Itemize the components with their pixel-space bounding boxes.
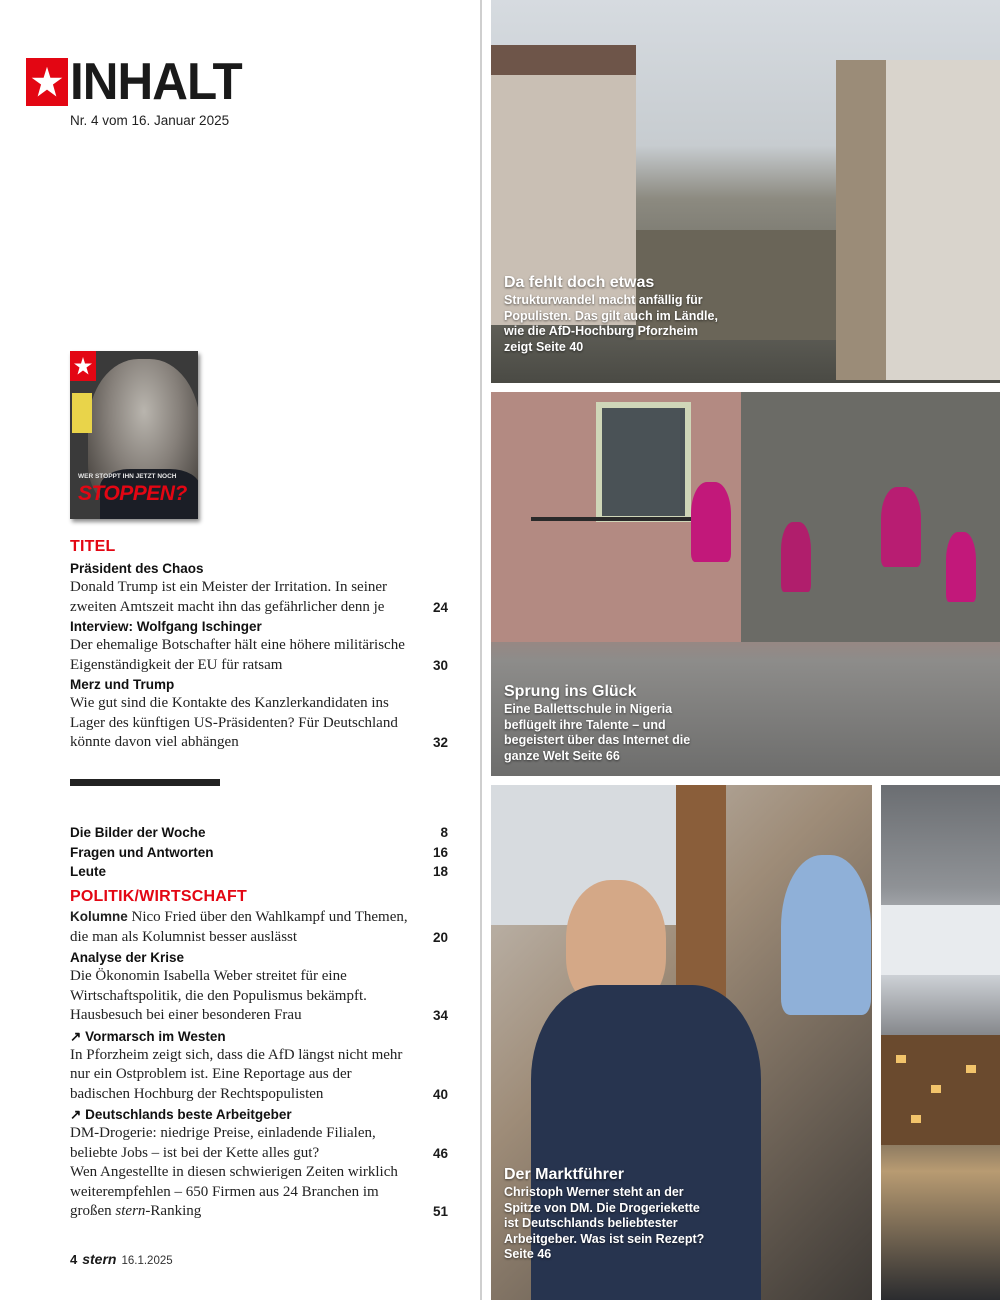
page-number: 34	[432, 1008, 448, 1023]
roof-left	[491, 45, 636, 75]
footer-date: 16.1.2025	[121, 1255, 173, 1267]
entry-title: Analyse der Krise	[70, 950, 185, 965]
arrow-icon: ↗	[70, 1028, 82, 1044]
caption-title: Sprung ins Glück	[504, 683, 637, 700]
page-number: 32	[432, 735, 448, 750]
toc-entry[interactable]	[70, 559, 448, 617]
section-heading: POLITIK/WIRTSCHAFT	[70, 888, 247, 905]
entry-body: Wie gut sind die Kontakte des Kanzlerkandidaten ins Lager des künftigen US-Präsidenten? Für Deutschland könnte davon viel abhängen	[70, 695, 398, 750]
section-rubriken	[70, 823, 448, 882]
entry-title: Vormarsch im Westen	[85, 1028, 226, 1044]
window-light	[931, 1085, 941, 1093]
page-number: 18	[432, 864, 448, 879]
toc-entry[interactable]	[70, 948, 448, 1026]
cover-thumbnail[interactable]	[70, 351, 198, 519]
window	[596, 402, 691, 522]
entry-title: Präsident des Chaos	[70, 561, 204, 576]
dancer	[691, 482, 731, 562]
toc-entry[interactable]	[70, 843, 448, 863]
dancer	[781, 522, 811, 592]
arrow-icon: ↗	[70, 1107, 82, 1122]
brand-name: stern	[115, 1203, 146, 1219]
contents-column	[0, 0, 480, 1300]
caption-page: Seite 40	[535, 339, 584, 354]
photo-caption	[504, 273, 719, 355]
entry-body: Donald Trump ist ein Meister der Irritation. In seiner zweiten Amtszeit macht ihn das gefährlicher denn je	[70, 579, 388, 615]
entry-body-suffix: -Ranking	[145, 1203, 202, 1219]
entry-body: Die Ökonomin Isabella Weber streitet für eine Wirtschaftspolitik, die den Populismus bekämpft. Hausbesuch bei einer besonderen Frau	[70, 968, 367, 1023]
page-number: 8	[440, 825, 448, 840]
photo-ballett[interactable]	[491, 392, 1000, 776]
entry-title: Fragen und Antworten	[70, 844, 214, 860]
column-divider	[480, 0, 482, 1300]
cover-headline: STOPPEN?	[78, 482, 187, 505]
window-light	[911, 1115, 921, 1123]
photo-snow-village[interactable]	[881, 785, 1000, 1300]
photo-marktfuehrer[interactable]	[491, 785, 872, 1300]
toc-entry[interactable]	[70, 862, 448, 882]
page-title: INHALT	[70, 53, 242, 111]
entry-title: Deutschlands beste Arbeitgeber	[85, 1107, 292, 1122]
entry-body: Nico Fried über den Wahlkampf und Themen, die man als Kolumnist besser auslässt	[70, 909, 408, 945]
cover-pretitle: WER STOPPT IHN JETZT NOCH	[78, 473, 177, 480]
caption-title: Der Marktführer	[504, 1166, 625, 1183]
section-politik	[70, 888, 448, 1222]
dancer	[881, 487, 921, 567]
ballet-barre	[531, 517, 691, 657]
caption-title: Da fehlt doch etwas	[504, 274, 655, 291]
photo-caption	[504, 682, 714, 764]
entry-label: Kolumne	[70, 909, 128, 924]
toc-entry[interactable]	[70, 675, 448, 753]
building-right-side	[836, 60, 886, 380]
window-light	[966, 1065, 976, 1073]
toc-entry[interactable]	[70, 823, 448, 843]
toc-entry[interactable]	[70, 617, 448, 675]
window-light	[896, 1055, 906, 1063]
entry-title: Merz und Trump	[70, 677, 175, 692]
concrete-wall	[741, 392, 1000, 642]
dancer	[946, 532, 976, 602]
page-number: 20	[432, 929, 448, 945]
caption-page: Seite 46	[504, 1247, 552, 1261]
poster-figure	[781, 855, 871, 1015]
star-icon	[73, 356, 93, 376]
stern-logo	[26, 58, 68, 106]
masthead	[26, 53, 251, 111]
toc-entry[interactable]	[70, 907, 448, 947]
page-number: 51	[432, 1204, 448, 1219]
section-titel	[70, 538, 448, 753]
toc-entry[interactable]	[70, 1163, 448, 1222]
photo-caption	[504, 1165, 709, 1263]
page-number: 46	[432, 1145, 448, 1161]
entry-title: Leute	[70, 864, 107, 879]
page-footer	[70, 1251, 173, 1267]
section-divider	[70, 779, 220, 786]
snowy-mountain	[881, 905, 1000, 975]
caption-body: Christoph Werner steht an der Spitze von DM. Die Drogeriekette ist Deutschlands beliebtester Arbeitgeber. Was ist sein Rezept?	[504, 1185, 705, 1246]
cover-stern-logo	[70, 351, 96, 381]
caption-page: Seite 66	[572, 748, 620, 763]
page-number: 16	[432, 844, 448, 860]
entry-body: Wen Angestellte in diesen schwierigen Zeiten wirklich weiterempfehlen – 650 Firmen aus 24 Branchen im großen	[70, 1164, 398, 1219]
footer-brand: stern	[82, 1251, 117, 1267]
section-heading: TITEL	[70, 538, 116, 555]
toc-entry[interactable]	[70, 1027, 448, 1105]
star-icon	[30, 65, 64, 99]
cover-sticker	[72, 393, 92, 433]
toc-entry[interactable]	[70, 1105, 448, 1163]
entry-title: Interview: Wolfgang Ischinger	[70, 619, 262, 634]
entry-body: Der ehemalige Botschafter hält eine höhere militärische Eigenständigkeit der EU für ratsam	[70, 637, 405, 673]
entry-body: In Pforzheim zeigt sich, dass die AfD längst nicht mehr nur ein Ostproblem ist. Eine Reportage aus der badischen Hochburg der Rechtspopulisten	[70, 1046, 403, 1102]
issue-line: Nr. 4 vom 16. Januar 2025	[70, 113, 230, 128]
page-number: 24	[432, 599, 448, 615]
photo-pforzheim[interactable]	[491, 0, 1000, 383]
caption-body: Strukturwandel macht anfällig für Populisten. Das gilt auch im Ländle, wie die AfD-Hochburg Pforzheim zeigt	[504, 293, 718, 354]
entry-title: Die Bilder der Woche	[70, 825, 206, 840]
page-number: 40	[432, 1086, 448, 1102]
caption-body: Eine Ballettschule in Nigeria beflügelt ihre Talente – und begeistert über das Internet die ganze Welt	[504, 702, 691, 763]
entry-body: DM-Drogerie: niedrige Preise, einladende Filialen, beliebte Jobs – ist bei der Kette alles gut?	[70, 1125, 376, 1161]
page-number: 30	[432, 657, 448, 673]
folio: 4	[70, 1252, 78, 1267]
